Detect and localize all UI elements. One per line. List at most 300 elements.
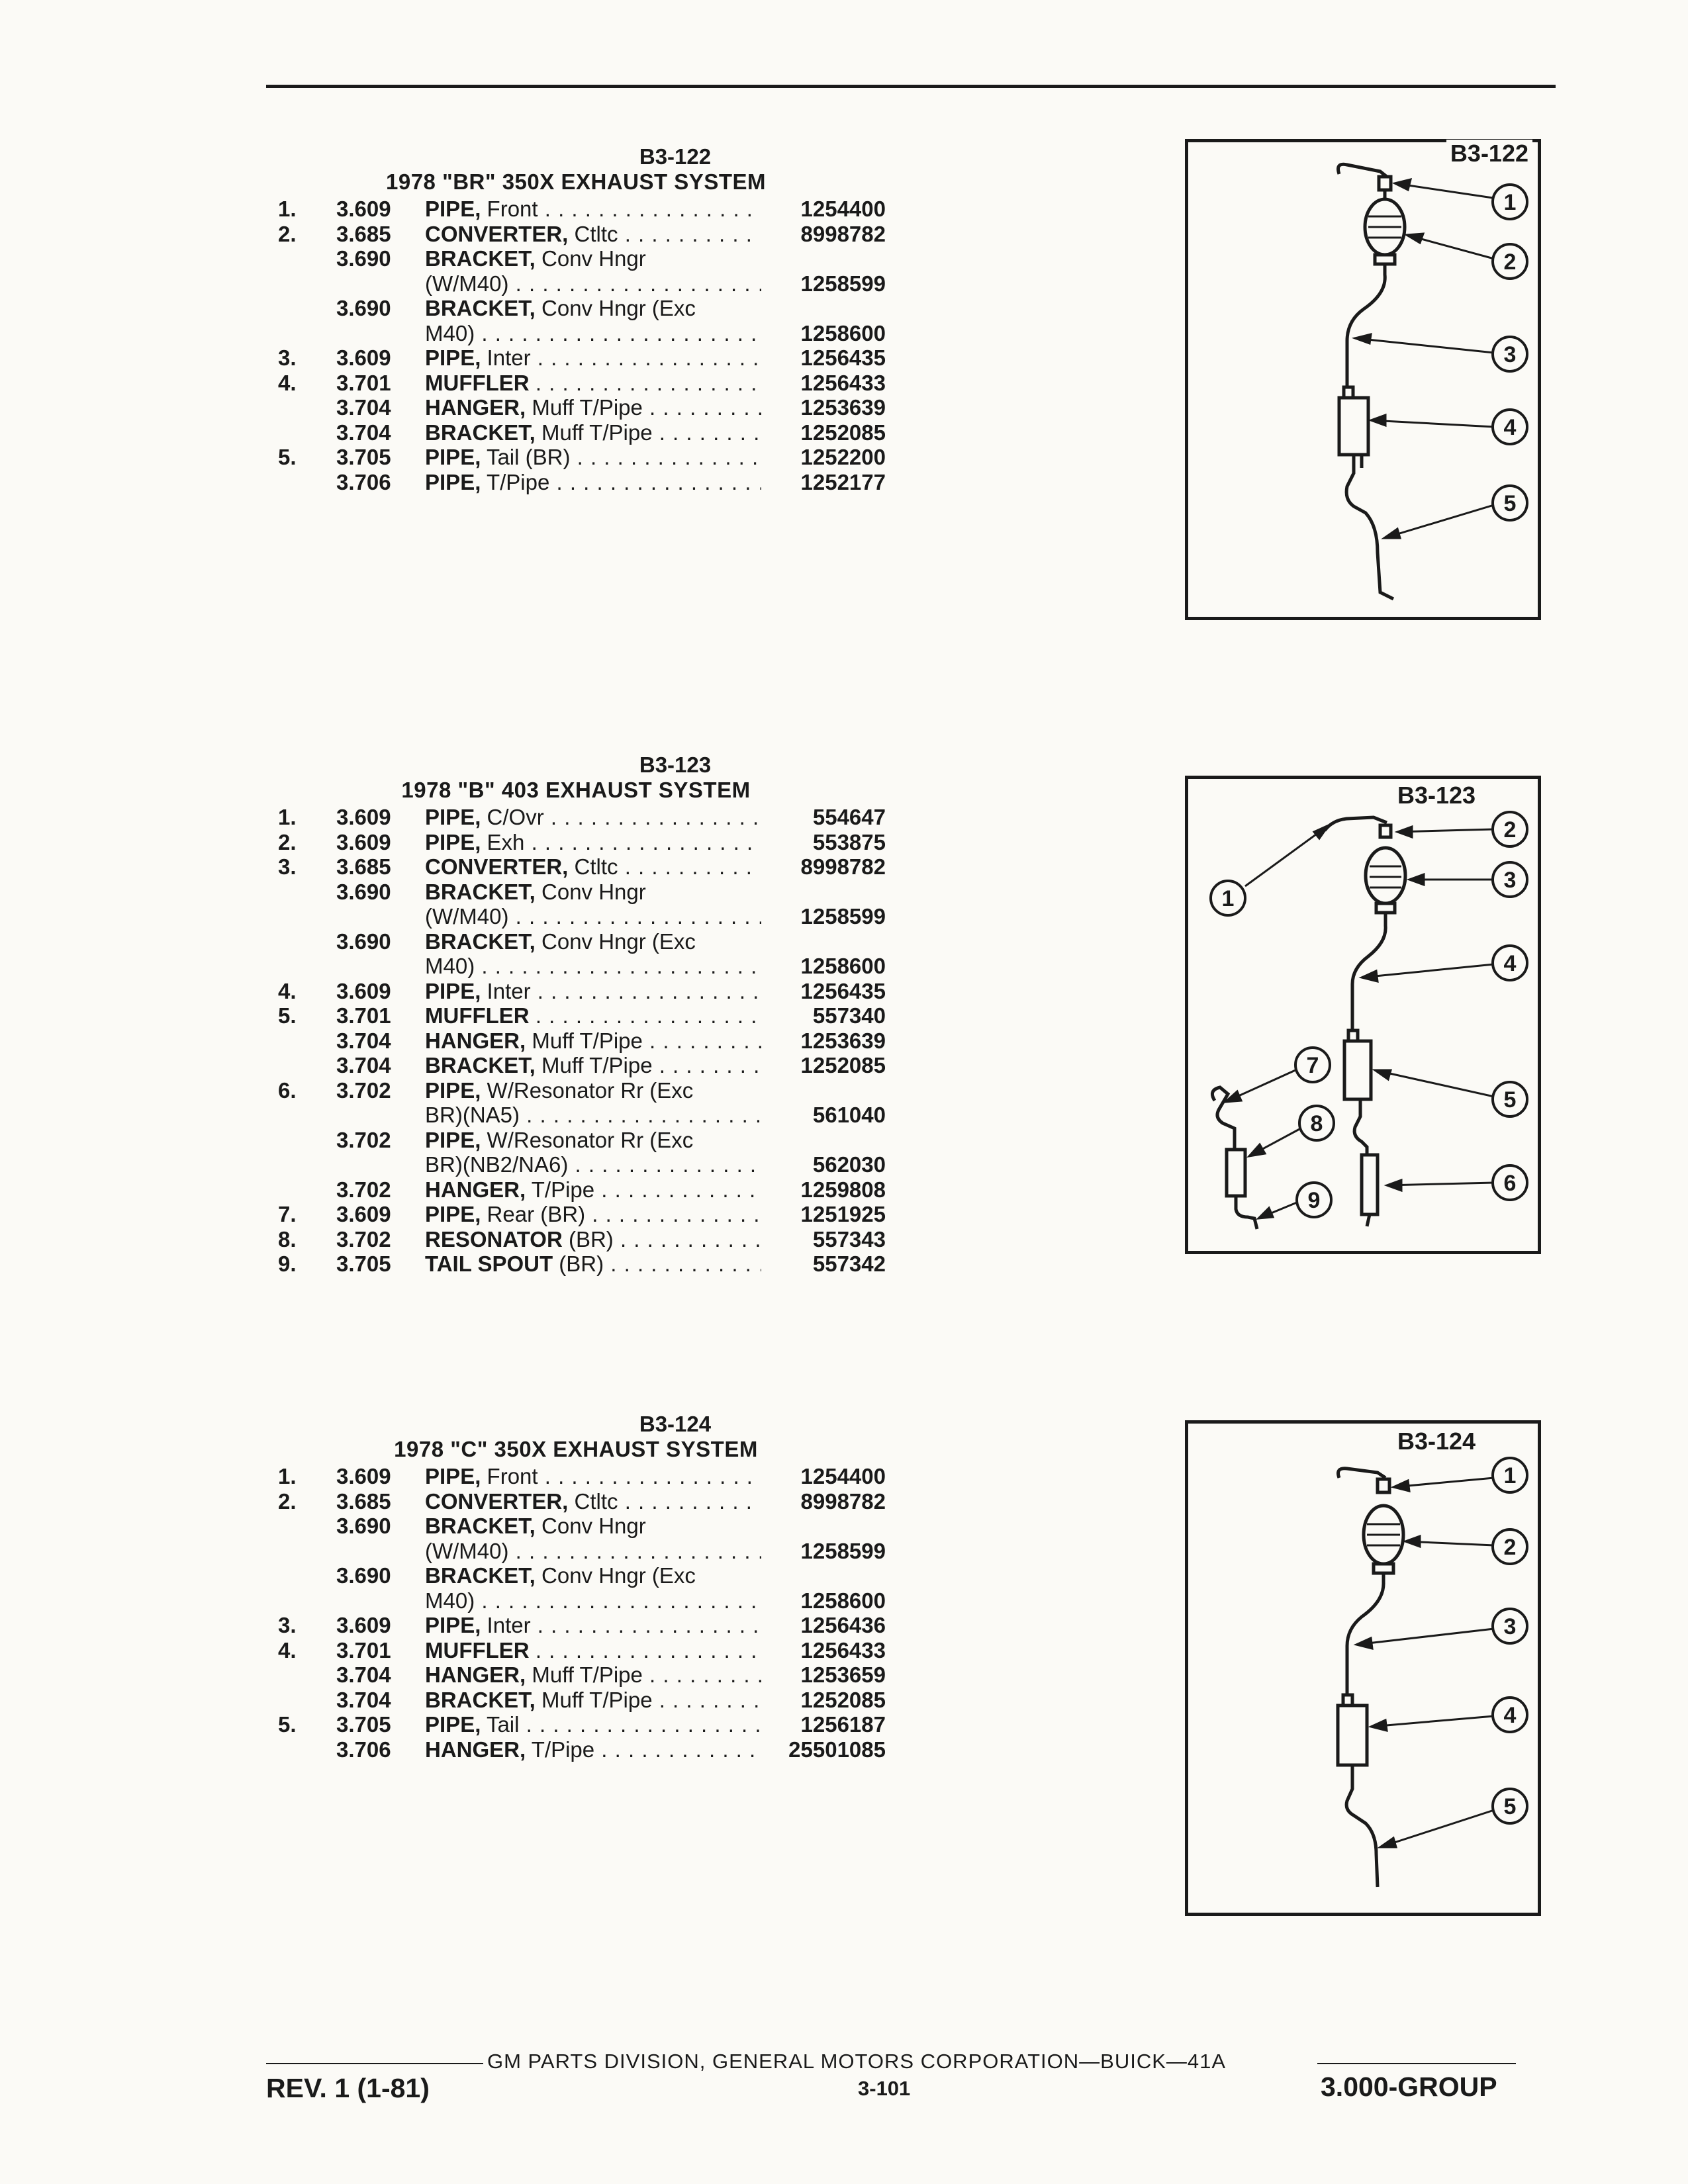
part-name: PIPE, <box>425 1464 481 1488</box>
group-number: 3.704 <box>336 395 391 420</box>
part-name: PIPE, <box>425 469 481 494</box>
parts-row <box>271 1687 886 1713</box>
parts-row <box>271 1712 886 1737</box>
part-name: BRACKET, <box>425 296 536 320</box>
part-number: 1258600 <box>761 954 886 979</box>
leader-dots <box>519 1712 796 1737</box>
leader-dots <box>536 1003 796 1028</box>
part-description <box>425 371 796 396</box>
parts-row <box>271 1514 880 1539</box>
part-name: PIPE, <box>425 805 481 829</box>
part-detail: Muff T/Pipe <box>532 1662 643 1687</box>
part-description <box>425 1251 796 1277</box>
parts-row <box>271 1588 886 1614</box>
part-description <box>425 1539 796 1564</box>
group-number: 3.702 <box>336 1127 391 1152</box>
callout-3: 3 <box>1503 868 1517 893</box>
group-number: 3.690 <box>336 246 391 271</box>
part-name: PIPE, <box>425 1613 481 1637</box>
part-number: 1251925 <box>761 1202 886 1227</box>
parts-row <box>271 197 886 222</box>
part-detail: Muff T/Pipe <box>541 420 653 445</box>
part-detail: M40) <box>425 320 475 345</box>
item-number: 9. <box>278 1251 297 1276</box>
part-description <box>425 445 796 470</box>
parts-row <box>271 1737 886 1762</box>
parts-list <box>271 1464 886 1762</box>
group-label: 3.000-GROUP <box>1321 2071 1497 2102</box>
part-detail: Tail <box>486 1712 520 1737</box>
group-number: 3.701 <box>336 1003 391 1028</box>
part-detail: Conv Hngr <box>541 246 646 271</box>
parts-row <box>271 1053 886 1078</box>
footer-rule-left <box>266 2063 483 2064</box>
part-description <box>425 1028 796 1054</box>
part-description <box>425 1737 796 1762</box>
part-name: HANGER, <box>425 1662 526 1687</box>
group-number: 3.609 <box>336 1202 391 1226</box>
part-detail: Muff T/Pipe <box>532 395 643 420</box>
part-description <box>425 1563 796 1588</box>
leader-dots <box>509 1539 796 1563</box>
parts-row <box>271 854 886 880</box>
callout-4: 4 <box>1503 951 1517 976</box>
part-name: PIPE, <box>425 1202 481 1226</box>
parts-row <box>271 345 886 371</box>
part-description <box>425 271 796 296</box>
parts-row <box>271 1464 886 1489</box>
part-name: HANGER, <box>425 1028 526 1053</box>
part-description <box>425 1464 796 1489</box>
part-description <box>425 345 796 371</box>
callout-6: 6 <box>1503 1171 1517 1196</box>
part-number: 1258599 <box>761 1539 886 1564</box>
part-detail: Front <box>487 1464 538 1488</box>
leader-dots <box>549 470 796 494</box>
part-number: 1256187 <box>761 1712 886 1737</box>
part-description <box>425 1078 796 1103</box>
part-description <box>425 1712 796 1737</box>
part-detail: T/Pipe <box>531 1737 595 1762</box>
part-number: 562030 <box>761 1152 886 1177</box>
group-number: 3.702 <box>336 1177 391 1202</box>
part-detail: Inter <box>487 345 531 370</box>
part-name: HANGER, <box>425 1737 526 1762</box>
part-number: 8998782 <box>761 222 886 247</box>
section-id: B3-124 <box>639 1412 712 1436</box>
group-number: 3.690 <box>336 1563 391 1588</box>
leader-dots <box>538 197 796 221</box>
group-number: 3.701 <box>336 1637 391 1662</box>
figure-b3-124 <box>1185 1420 1541 1916</box>
part-detail: Muff T/Pipe <box>541 1053 653 1077</box>
parts-row <box>271 271 886 296</box>
part-name: MUFFLER <box>425 1637 530 1662</box>
part-name: BRACKET, <box>425 879 536 904</box>
parts-row <box>271 1488 886 1514</box>
part-name: PIPE, <box>425 197 481 221</box>
figure-tag: B3-124 <box>1393 1428 1479 1455</box>
part-detail: Inter <box>487 978 531 1003</box>
part-name: BRACKET, <box>425 420 536 445</box>
exhaust-diagram-b3-124 <box>1188 1424 1538 1913</box>
part-number: 561040 <box>761 1103 886 1128</box>
callout-3: 3 <box>1503 342 1517 367</box>
part-number: 1256433 <box>761 1638 886 1663</box>
leader-dots <box>544 805 796 829</box>
part-detail: Tail (BR) <box>486 445 571 469</box>
parts-row <box>271 1103 886 1128</box>
part-description <box>425 1662 796 1688</box>
group-number: 3.609 <box>336 1464 391 1488</box>
part-detail: (BR) <box>568 1226 614 1251</box>
part-description <box>425 1514 796 1539</box>
section-id: B3-122 <box>639 144 712 169</box>
parts-row <box>271 1538 886 1564</box>
part-detail: (W/M40) <box>425 271 509 296</box>
item-number: 2. <box>278 221 297 246</box>
group-number: 3.690 <box>336 929 391 954</box>
part-description <box>425 1489 796 1514</box>
part-detail: (W/M40) <box>425 1538 509 1563</box>
part-description <box>425 830 796 855</box>
part-description <box>425 954 796 979</box>
parts-row <box>271 954 886 979</box>
parts-section-b3-124 <box>271 1412 886 1762</box>
part-description <box>425 222 796 247</box>
top-rule <box>266 85 1556 88</box>
exhaust-diagram-b3-122 <box>1188 142 1538 617</box>
part-detail: Ctltc <box>574 221 618 246</box>
callout-4: 4 <box>1503 415 1517 440</box>
item-number: 4. <box>278 1637 297 1662</box>
part-detail: Front <box>487 197 538 221</box>
part-description <box>425 904 796 929</box>
group-number: 3.690 <box>336 296 391 320</box>
part-name: BRACKET, <box>425 929 536 954</box>
group-number: 3.702 <box>336 1077 391 1103</box>
item-number: 5. <box>278 445 297 469</box>
parts-row <box>271 805 886 830</box>
part-number: 1256435 <box>761 979 886 1004</box>
figure-b3-123 <box>1185 776 1541 1254</box>
group-number: 3.609 <box>336 345 391 370</box>
footer-rule-right <box>1317 2063 1516 2064</box>
group-number: 3.702 <box>336 1226 391 1251</box>
part-detail: Muff T/Pipe <box>541 1687 653 1712</box>
group-number: 3.609 <box>336 805 391 829</box>
part-description <box>425 805 796 830</box>
parts-row <box>271 1662 886 1688</box>
part-name: CONVERTER, <box>425 221 569 246</box>
part-name: RESONATOR <box>425 1226 563 1251</box>
callout-1: 1 <box>1503 1463 1517 1488</box>
part-name: HANGER, <box>425 1177 526 1202</box>
page-number: 3-101 <box>858 2077 911 2100</box>
section-title: 1978 "C" 350X EXHAUST SYSTEM <box>394 1436 758 1461</box>
group-number: 3.705 <box>336 445 391 469</box>
part-detail: Ctltc <box>574 1488 618 1514</box>
leader-dots <box>536 1638 796 1662</box>
part-number: 554647 <box>761 805 886 830</box>
part-description <box>425 929 796 954</box>
parts-list <box>271 197 886 494</box>
part-number: 557340 <box>761 1003 886 1028</box>
figure-b3-122 <box>1185 139 1541 620</box>
parts-row <box>271 1128 880 1153</box>
part-detail: C/Ovr <box>487 805 544 829</box>
leader-dots <box>524 830 796 854</box>
part-detail: W/Resonator Rr (Exc <box>487 1077 694 1103</box>
part-detail: T/Pipe <box>531 1177 595 1202</box>
parts-list <box>271 805 886 1277</box>
part-name: HANGER, <box>425 395 526 420</box>
parts-row <box>271 904 886 929</box>
part-detail: BR)(NA5) <box>425 1103 520 1127</box>
part-description <box>425 1103 796 1128</box>
parts-row <box>271 829 886 855</box>
callout-2: 2 <box>1503 817 1517 842</box>
part-name: BRACKET, <box>425 1563 536 1588</box>
part-number: 1253659 <box>761 1662 886 1688</box>
part-number: 25501085 <box>761 1737 886 1762</box>
part-name: BRACKET, <box>425 1687 536 1712</box>
leader-dots <box>536 371 796 395</box>
part-description <box>425 420 796 445</box>
group-number: 3.701 <box>336 370 391 395</box>
figure-tag: B3-122 <box>1446 140 1532 167</box>
part-description <box>425 395 796 420</box>
parts-row <box>271 929 880 954</box>
item-number: 3. <box>278 1613 297 1637</box>
part-description <box>425 854 796 880</box>
part-description <box>425 246 796 271</box>
parts-row <box>271 221 886 247</box>
part-detail: M40) <box>425 1588 475 1613</box>
part-number: 1258600 <box>761 1588 886 1614</box>
parts-row <box>271 1152 886 1177</box>
part-detail: (W/M40) <box>425 904 509 929</box>
revision-label: REV. 1 (1-81) <box>266 2073 430 2103</box>
leader-dots <box>475 321 796 345</box>
part-number: 1258599 <box>761 271 886 296</box>
part-number: 8998782 <box>761 854 886 880</box>
callout-2: 2 <box>1503 1535 1517 1560</box>
part-description <box>425 296 796 321</box>
group-number: 3.704 <box>336 1053 391 1077</box>
callout-1: 1 <box>1503 190 1517 215</box>
item-number: 7. <box>278 1202 297 1226</box>
part-number: 1253639 <box>761 395 886 420</box>
part-detail: W/Resonator Rr (Exc <box>487 1127 694 1152</box>
item-number: 2. <box>278 1488 297 1514</box>
section-title: 1978 "B" 403 EXHAUST SYSTEM <box>401 777 751 802</box>
part-name: CONVERTER, <box>425 1488 569 1514</box>
part-number: 8998782 <box>761 1489 886 1514</box>
callout-1: 1 <box>1221 886 1235 911</box>
parts-row <box>271 978 886 1004</box>
part-number: 1254400 <box>761 197 886 222</box>
item-number: 2. <box>278 829 297 854</box>
leader-dots <box>531 979 796 1003</box>
part-detail: (BR) <box>559 1251 604 1276</box>
part-number: 1256436 <box>761 1613 886 1638</box>
part-name: PIPE, <box>425 829 481 854</box>
leader-dots <box>520 1103 796 1127</box>
leader-dots <box>531 345 796 370</box>
part-number: 1259808 <box>761 1177 886 1203</box>
part-detail: Muff T/Pipe <box>532 1028 643 1053</box>
group-number: 3.690 <box>336 1514 391 1538</box>
callout-5: 5 <box>1503 1794 1517 1819</box>
item-number: 3. <box>278 854 297 879</box>
group-number: 3.705 <box>336 1712 391 1737</box>
part-number: 1256433 <box>761 371 886 396</box>
part-description <box>425 1588 796 1614</box>
group-number: 3.706 <box>336 1737 391 1762</box>
part-number: 1258600 <box>761 321 886 346</box>
part-description <box>425 1202 796 1227</box>
parts-row <box>271 1226 886 1252</box>
part-detail: Ctltc <box>574 854 618 879</box>
item-number: 4. <box>278 370 297 395</box>
leader-dots <box>475 1588 796 1613</box>
part-number: 557342 <box>761 1251 886 1277</box>
part-number: 1252085 <box>761 1053 886 1078</box>
figure-tag: B3-123 <box>1393 782 1479 809</box>
item-number: 1. <box>278 1464 297 1488</box>
leader-dots <box>531 1613 796 1637</box>
parts-row <box>271 320 886 346</box>
group-number: 3.704 <box>336 1028 391 1053</box>
group-number: 3.609 <box>336 1613 391 1637</box>
part-name: BRACKET, <box>425 1053 536 1077</box>
parts-row <box>271 880 880 905</box>
part-description <box>425 1177 796 1203</box>
parts-row <box>271 370 886 396</box>
part-detail: Exh <box>487 829 525 854</box>
part-number: 557343 <box>761 1227 886 1252</box>
group-number: 3.609 <box>336 978 391 1003</box>
item-number: 6. <box>278 1077 297 1103</box>
part-name: MUFFLER <box>425 1003 530 1028</box>
part-number: 1258599 <box>761 904 886 929</box>
part-name: PIPE, <box>425 1712 481 1737</box>
callout-7: 7 <box>1306 1053 1319 1078</box>
item-number: 3. <box>278 345 297 370</box>
parts-section-b3-123 <box>271 752 886 1277</box>
part-detail: Conv Hngr <box>541 1514 646 1538</box>
parts-row <box>271 296 880 321</box>
group-number: 3.704 <box>336 1687 391 1712</box>
group-number: 3.690 <box>336 879 391 904</box>
parts-row <box>271 445 886 470</box>
item-number: 8. <box>278 1226 297 1251</box>
group-number: 3.706 <box>336 469 391 494</box>
part-detail: Inter <box>487 1613 531 1637</box>
leader-dots <box>509 904 796 929</box>
callout-8: 8 <box>1310 1111 1323 1136</box>
item-number: 1. <box>278 805 297 829</box>
callout-9: 9 <box>1307 1188 1321 1213</box>
callout-2: 2 <box>1503 250 1517 275</box>
parts-row <box>271 1202 886 1227</box>
group-number: 3.704 <box>336 420 391 445</box>
part-detail: Conv Hngr (Exc <box>541 1563 696 1588</box>
callout-4: 4 <box>1503 1703 1517 1728</box>
section-id: B3-123 <box>639 752 712 777</box>
part-detail: Conv Hngr (Exc <box>541 296 696 320</box>
part-name: PIPE, <box>425 1127 481 1152</box>
parts-section-b3-122 <box>271 144 886 494</box>
parts-row <box>271 1078 880 1103</box>
part-description <box>425 1638 796 1663</box>
part-number: 1252085 <box>761 420 886 445</box>
part-name: PIPE, <box>425 978 481 1003</box>
group-number: 3.685 <box>336 1488 391 1514</box>
part-description <box>425 197 796 222</box>
group-number: 3.685 <box>336 854 391 879</box>
part-number: 1253639 <box>761 1028 886 1054</box>
part-detail: BR)(NB2/NA6) <box>425 1152 569 1177</box>
parts-row <box>271 1637 886 1663</box>
section-title: 1978 "BR" 350X EXHAUST SYSTEM <box>386 169 766 194</box>
parts-row <box>271 420 886 445</box>
part-detail: Conv Hngr (Exc <box>541 929 696 954</box>
part-detail: Rear (BR) <box>487 1202 586 1226</box>
parts-row <box>271 395 886 420</box>
part-description <box>425 321 796 346</box>
part-description <box>425 1128 796 1153</box>
parts-row <box>271 1028 886 1054</box>
part-description <box>425 880 796 905</box>
item-number: 5. <box>278 1712 297 1737</box>
leader-dots <box>475 954 796 978</box>
callout-3: 3 <box>1503 1614 1517 1639</box>
part-name: CONVERTER, <box>425 854 569 879</box>
part-description <box>425 1613 796 1638</box>
part-number: 1252177 <box>761 470 886 495</box>
parts-row <box>271 246 880 271</box>
callout-5: 5 <box>1503 491 1517 516</box>
part-number: 1252200 <box>761 445 886 470</box>
group-number: 3.705 <box>336 1251 391 1276</box>
group-number: 3.609 <box>336 197 391 221</box>
part-number: 1254400 <box>761 1464 886 1489</box>
parts-row <box>271 1613 886 1638</box>
item-number: 5. <box>278 1003 297 1028</box>
parts-row <box>271 1563 880 1588</box>
part-description <box>425 1003 796 1028</box>
part-name: PIPE, <box>425 445 481 469</box>
parts-row <box>271 1251 886 1277</box>
part-name: TAIL SPOUT <box>425 1251 553 1276</box>
parts-row <box>271 469 886 495</box>
part-detail: Conv Hngr <box>541 879 646 904</box>
exhaust-diagram-b3-123 <box>1188 779 1538 1251</box>
part-number: 1252085 <box>761 1688 886 1713</box>
part-description <box>425 470 796 495</box>
leader-dots <box>538 1464 796 1488</box>
item-number: 4. <box>278 978 297 1003</box>
part-name: BRACKET, <box>425 246 536 271</box>
part-name: MUFFLER <box>425 370 530 395</box>
part-number: 553875 <box>761 830 886 855</box>
part-detail: T/Pipe <box>486 469 550 494</box>
part-detail: M40) <box>425 954 475 978</box>
part-description <box>425 1227 796 1252</box>
group-number: 3.685 <box>336 221 391 246</box>
